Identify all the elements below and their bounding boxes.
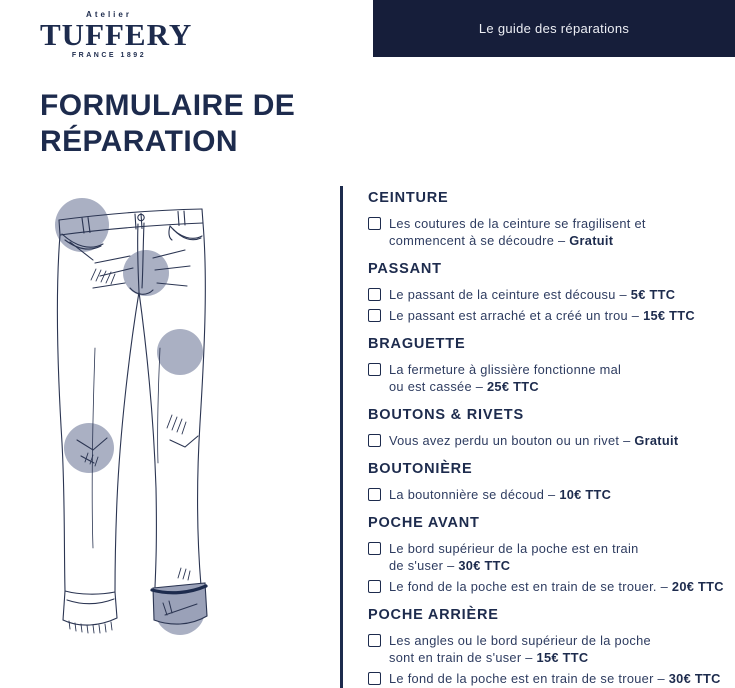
checkbox[interactable] xyxy=(368,363,381,376)
repair-sections xyxy=(368,190,724,688)
logo-brand-name: TUFFERY xyxy=(40,17,193,52)
item-price: 25€ TTC xyxy=(487,379,539,394)
checkbox[interactable] xyxy=(368,580,381,593)
highlight-fly-circle xyxy=(123,250,169,296)
item-text: Le fond de la poche est en train de se trouer – 30€ TTC xyxy=(389,671,721,686)
section-items xyxy=(368,486,724,503)
logo-atelier-text: Atelier xyxy=(86,10,132,19)
repair-option xyxy=(368,670,724,687)
item-price: 20€ TTC xyxy=(671,579,724,594)
item-price: 15€ TTC xyxy=(536,650,589,665)
item-price: 30€ TTC xyxy=(458,558,511,573)
section-items xyxy=(368,215,724,249)
section-items xyxy=(368,432,724,449)
section-title: BOUTONIÈRE xyxy=(368,461,473,477)
checkbox[interactable] xyxy=(368,488,381,501)
section-items xyxy=(368,632,724,687)
item-price: 5€ TTC xyxy=(630,287,676,302)
highlight-thigh-circle xyxy=(157,329,203,375)
item-text: Le passant de la ceinture est décousu – 5€ TTC xyxy=(389,287,676,302)
jeans-illustration xyxy=(35,188,340,688)
page-title-line2: RÉPARATION xyxy=(40,125,238,158)
item-text: La boutonnière se découd – 10€ TTC xyxy=(389,487,612,502)
page-title-line1: FORMULAIRE DE xyxy=(40,89,296,122)
section-title: CEINTURE xyxy=(368,190,449,206)
section-title: POCHE AVANT xyxy=(368,515,480,531)
item-text: La fermeture à glissière fonctionne mal ou est cassée – 25€ TTC xyxy=(389,362,622,394)
vertical-divider xyxy=(340,186,343,688)
checkbox[interactable] xyxy=(368,434,381,447)
repair-section xyxy=(368,407,724,449)
item-text: Vous avez perdu un bouton ou un rivet – Gratuit xyxy=(389,433,679,448)
logo-france-text: FRANCE 1892 xyxy=(71,52,147,59)
repair-option xyxy=(368,215,724,249)
section-items xyxy=(368,286,724,324)
guide-banner xyxy=(373,0,735,57)
item-text: Le bord supérieur de la poche est en train de s'user – 30€ TTC xyxy=(389,541,639,573)
repair-section xyxy=(368,261,724,324)
section-items xyxy=(368,540,724,595)
checkbox[interactable] xyxy=(368,542,381,555)
repair-option xyxy=(368,286,724,303)
checkbox[interactable] xyxy=(368,217,381,230)
guide-banner-label: Le guide des réparations xyxy=(478,21,630,36)
checkbox[interactable] xyxy=(368,288,381,301)
section-title: POCHE ARRIÈRE xyxy=(368,607,499,623)
item-text: Le fond de la poche est en train de se trouer. – 20€ TTC xyxy=(389,579,724,594)
section-items xyxy=(368,361,724,395)
repair-option xyxy=(368,361,724,395)
item-price: Gratuit xyxy=(634,433,679,448)
repair-section xyxy=(368,190,724,249)
item-price: 15€ TTC xyxy=(643,308,695,323)
jeans-rolled-cuff xyxy=(152,583,207,624)
checkbox[interactable] xyxy=(368,672,381,685)
item-text: Les angles ou le bord supérieur de la poche sont en train de s'user – 15€ TTC xyxy=(389,633,651,665)
page-title xyxy=(40,88,295,160)
checkbox[interactable] xyxy=(368,634,381,647)
brand-logo xyxy=(40,10,193,59)
section-title: BOUTONS & RIVETS xyxy=(368,407,524,423)
repair-option xyxy=(368,432,724,449)
repair-option xyxy=(368,486,724,503)
repair-option xyxy=(368,578,724,595)
repair-option xyxy=(368,632,724,666)
item-text: Les coutures de la ceinture se fragilisent et commencent à se découdre – Gratuit xyxy=(389,216,646,248)
repair-section xyxy=(368,515,724,595)
repair-section xyxy=(368,461,724,503)
section-title: PASSANT xyxy=(368,261,442,277)
repair-option xyxy=(368,540,724,574)
checkbox[interactable] xyxy=(368,309,381,322)
repair-section xyxy=(368,607,724,687)
repair-section xyxy=(368,336,724,395)
highlight-waistband-pocket-circle xyxy=(55,198,109,252)
item-price: Gratuit xyxy=(569,233,614,248)
item-price: 10€ TTC xyxy=(559,487,612,502)
item-price: 30€ TTC xyxy=(668,671,721,686)
item-text: Le passant est arraché et a créé un trou – 15€ TTC xyxy=(389,308,695,323)
repair-option xyxy=(368,307,724,324)
section-title: BRAGUETTE xyxy=(368,336,466,352)
